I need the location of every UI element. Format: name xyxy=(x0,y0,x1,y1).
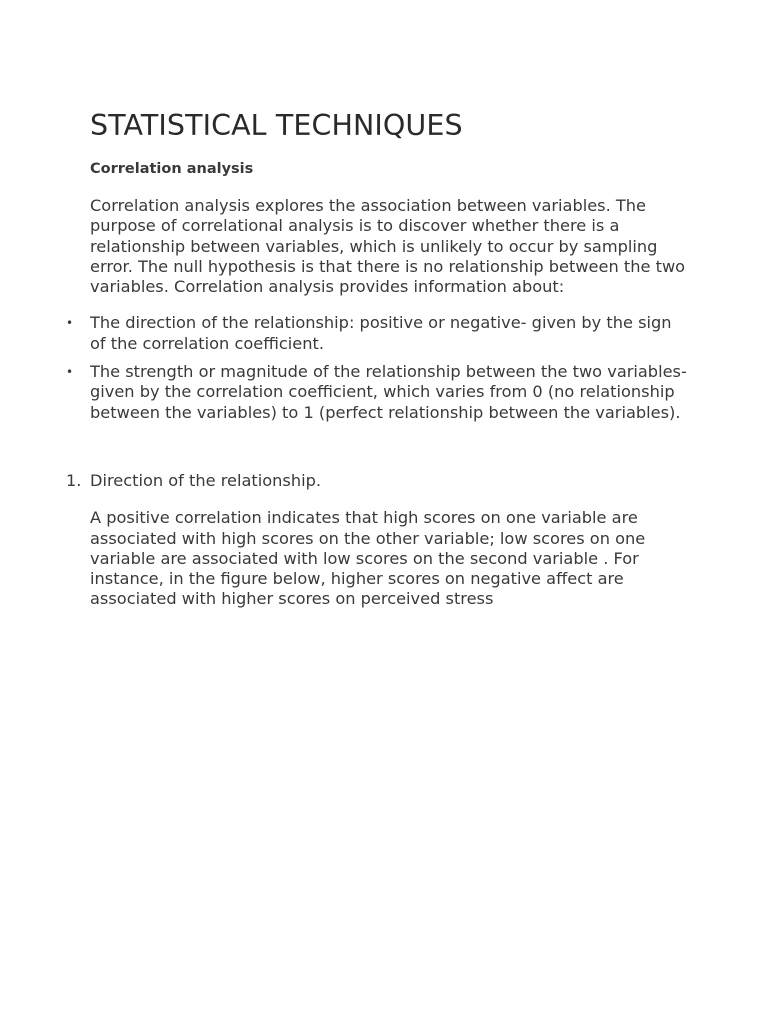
document-page xyxy=(66,108,690,610)
bullet-icon: • xyxy=(66,365,74,380)
page-title: STATISTICAL TECHNIQUES xyxy=(90,109,463,142)
list-item xyxy=(66,313,690,354)
intro-paragraph: Correlation analysis explores the association between variables. The purpose of correlational analysis is to discover whether there is a relationship between variables, which is unlikely to occur by sampling error. The null hypothesis is that there is no relationship between the two variables. Correlation analysis provides information about: xyxy=(90,196,686,297)
bullet-icon: • xyxy=(66,316,74,331)
bullet-text: The strength or magnitude of the relationship between the two variables- given by the correlation coefficient, which varies from 0 (no relationship between the variables) to 1 (perfect relationship between the variables). xyxy=(90,362,687,422)
info-bullet-list xyxy=(66,313,690,422)
list-item xyxy=(66,362,690,423)
section-subheading: Correlation analysis xyxy=(90,161,254,177)
numbered-item xyxy=(66,470,690,491)
item-number: 1. xyxy=(66,470,82,490)
bullet-text: The direction of the relationship: positive or negative- given by the sign of the correlation coefficient. xyxy=(90,313,672,353)
numbered-item-text: Direction of the relationship. xyxy=(90,470,322,490)
direction-paragraph: A positive correlation indicates that high scores on one variable are associated with high scores on the other variable; low scores on one variable are associated with low scores on the second variable . For instance, in the figure below, higher scores on negative affect are associated with higher scores on perceived stress xyxy=(90,508,646,609)
